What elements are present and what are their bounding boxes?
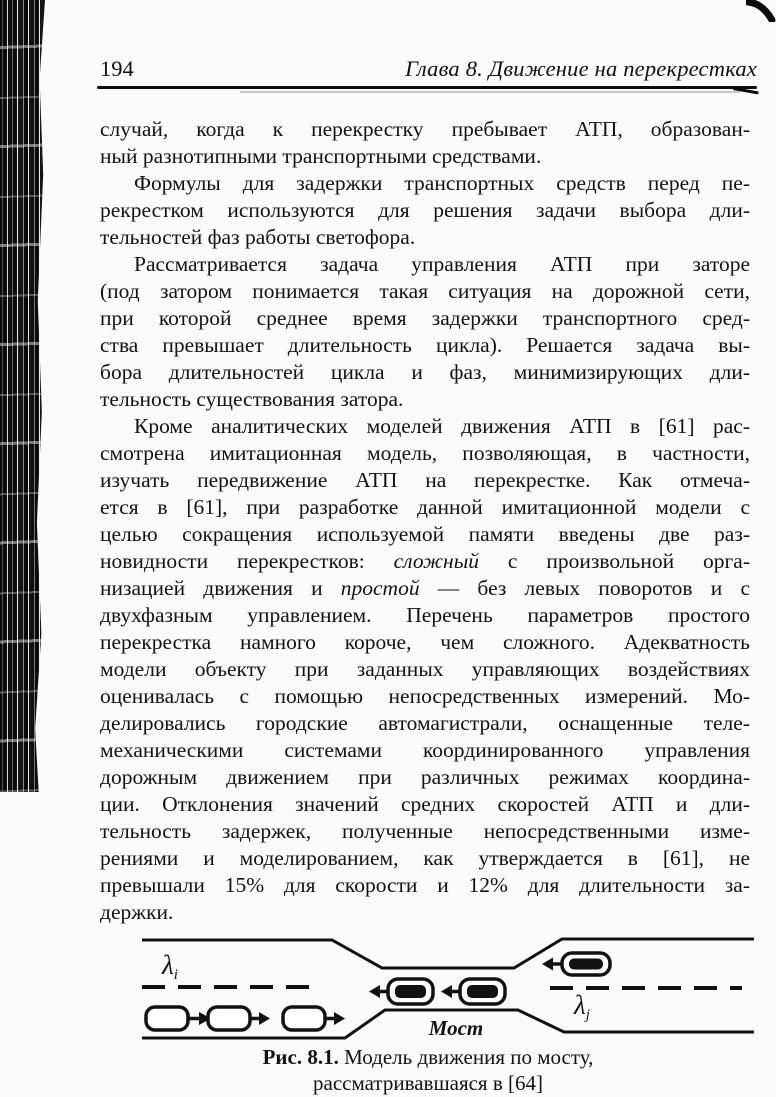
page-number: 194 (100, 56, 134, 81)
text-line: бора длительностей цикла и фаз, минимизирующих дли- (100, 360, 750, 384)
text-line: смотрена имитационная модель, позволяющая, в частности, (100, 441, 750, 465)
text-segment: — без левых поворотов и с (419, 576, 750, 600)
road-edge-top (142, 939, 754, 968)
chapter-title: Глава 8. Движение на перекрестках (405, 56, 757, 81)
white-car-right-1 (146, 1007, 211, 1030)
text-line: ется в [61], при разработке данной имитационной модели с (100, 495, 750, 519)
caption-text: Модель движения по мосту, (338, 1045, 594, 1069)
dark-car-left-1 (369, 979, 433, 1004)
text-line: делировались городские автомагистрали, оснащенные теле- (100, 711, 750, 735)
text-line: целью сокращения используемой памяти введены две раз- (100, 522, 750, 546)
caption-line-2: рассматривавшаяся в [64] (313, 1071, 543, 1095)
text-segment: низацией движения и (100, 576, 341, 600)
text-line: перекрестка намного короче, чем сложного. Адекватность (100, 630, 750, 654)
text-line: Кроме аналитических моделей движения АТП в [61] рас- (134, 414, 750, 438)
text-line: случай, когда к перекрестку пребывает АТП, образован- (100, 117, 750, 141)
text-line: Рассматривается задача управления АТП при заторе (134, 252, 750, 276)
header-rule-echo (240, 91, 740, 93)
white-car-right-3 (283, 1007, 345, 1030)
text-line: ства превышает длительность цикла). Решается задача вы- (100, 333, 750, 357)
arrow-left-icon (542, 958, 553, 971)
white-car-right-2 (208, 1007, 270, 1030)
bridge-traffic-diagram (136, 930, 760, 1044)
caption-line-1 (100, 1044, 756, 1070)
text-line: (под затором понимается такая ситуация на дорожной сети, (100, 279, 750, 303)
page-header (100, 56, 757, 82)
text-line (100, 575, 750, 602)
text-line: модели объекту при заданных управляющих воздействиях (100, 657, 750, 681)
dark-car-left-2 (441, 979, 505, 1004)
page-corner-mark (746, 0, 776, 22)
text-line: держки. (100, 900, 174, 924)
header-rule (97, 86, 757, 89)
dark-car-left-3 (542, 953, 610, 975)
lambda-j-label: λj (574, 990, 590, 1023)
text-line: тельность существования затора. (100, 387, 404, 411)
bridge-label: Мост (428, 1016, 484, 1040)
text-line: изучать передвижение АТП на перекрестке. Как отмеча- (100, 468, 750, 492)
arrow-right-icon (334, 1012, 345, 1025)
text-segment: новидности перекрестков: (100, 549, 394, 573)
text-line: механическими системами координированного управления (100, 738, 750, 762)
text-line: двухфазным управлением. Перечень параметров простого (100, 603, 750, 627)
text-line: тельность задержек, полученные непосредственными изме- (100, 819, 750, 843)
text-line: рекрестком используются для решения задачи выбора дли- (100, 198, 750, 222)
italic-term: простой (340, 576, 420, 600)
text-line: Формулы для задержки транспортных средств перед пе- (134, 171, 750, 195)
body-text (100, 116, 750, 926)
text-segment: с произвольной орга- (479, 549, 750, 573)
text-line: дорожным движением при различных режимах координа- (100, 765, 750, 789)
text-line (100, 548, 750, 575)
text-line: ный разнотипными транспортными средствами. (100, 144, 542, 168)
arrow-right-icon (259, 1012, 270, 1025)
arrow-left-icon (441, 985, 452, 998)
lambda-i-label: λi (162, 950, 178, 983)
arrow-left-icon (369, 985, 380, 998)
figure-caption (100, 1044, 756, 1096)
text-line: тельностей фаз работы светофора. (100, 225, 416, 249)
text-line: превышали 15% для скорости и 12% для длительности за- (100, 873, 750, 897)
text-line: ции. Отклонения значений средних скоростей АТП и дли- (100, 792, 750, 816)
text-line: рениями и моделированием, как утверждается в [61], не (100, 846, 750, 870)
book-binding-scan-artifact (0, 0, 45, 792)
text-line: при которой среднее время задержки транспортного сред- (100, 306, 750, 330)
caption-figure-number: Рис. 8.1. (262, 1045, 339, 1069)
text-line: оценивалась с помощью непосредственных измерений. Мо- (100, 684, 750, 708)
italic-term: сложный (393, 549, 480, 573)
